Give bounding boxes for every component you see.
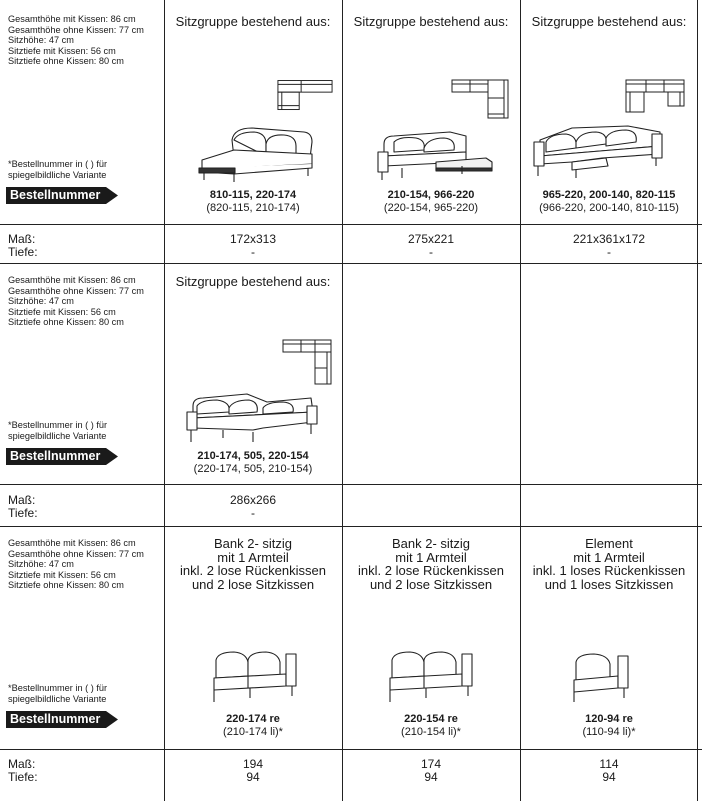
order-number: 210-154, 966-220 — [387, 189, 475, 201]
order-number: 120-94 re — [585, 713, 633, 725]
divider — [342, 263, 343, 526]
divider — [0, 484, 702, 485]
order-number-mirror: (210-174 li)* — [223, 725, 283, 738]
order-numbers — [165, 713, 341, 738]
title-line: und 2 lose Sitzkissen — [369, 576, 493, 592]
cell-title — [343, 537, 519, 591]
spec-line: Gesamthöhe mit Kissen: 86 cm — [8, 14, 136, 24]
mass-value: 114 — [599, 757, 619, 771]
note-line: *Bestellnummer in ( ) für — [8, 159, 108, 169]
mirror-note — [8, 683, 107, 704]
divider — [520, 0, 521, 263]
title-line: Bank 2- sitzig — [391, 536, 471, 551]
spec-line: Sitztiefe ohne Kissen: 80 cm — [8, 317, 124, 328]
tiefe-value: 94 — [424, 770, 438, 785]
spec-line: Gesamthöhe ohne Kissen: 77 cm — [8, 548, 144, 559]
mass-value: 221x361x172 — [572, 232, 646, 246]
tiefe-value: - — [251, 506, 255, 521]
spec-line: Sitztiefe mit Kissen: 56 cm — [8, 306, 116, 317]
mass-label: Maß: — [8, 493, 36, 507]
tiefe-value: - — [429, 245, 433, 260]
mass-value: 174 — [420, 757, 442, 771]
divider — [697, 526, 698, 801]
note-line: *Bestellnummer in ( ) für — [8, 420, 108, 430]
spec-line: Sitztiefe mit Kissen: 56 cm — [8, 45, 116, 56]
cell-title: Sitzgruppe bestehend aus: — [175, 14, 331, 29]
dimension-values — [165, 758, 341, 785]
order-number-label: Bestellnummer — [10, 712, 101, 726]
title-line: Bank 2- sitzig — [213, 536, 293, 551]
order-numbers — [521, 713, 697, 738]
tiefe-label: Tiefe: — [8, 245, 38, 260]
title-line: Element — [585, 536, 633, 551]
mass-value: 286x266 — [229, 493, 277, 507]
order-number: 810-115, 220-174 — [209, 189, 297, 201]
order-number-label: Bestellnummer — [10, 188, 101, 202]
spec-line: Sitztiefe mit Kissen: 56 cm — [8, 569, 116, 580]
title-line: inkl. 1 loses Rückenkissen — [532, 563, 686, 579]
mass-label: Maß: — [8, 757, 36, 771]
tiefe-value: 94 — [602, 770, 616, 785]
tiefe-label: Tiefe: — [8, 506, 38, 521]
order-number: 220-174 re — [226, 713, 280, 725]
cell-title — [521, 537, 697, 591]
order-number-badge — [6, 711, 118, 728]
divider — [164, 0, 165, 263]
spec-line: Sitzhöhe: 47 cm — [8, 559, 74, 570]
divider — [0, 749, 702, 750]
divider — [697, 0, 698, 263]
divider — [0, 526, 702, 527]
dimension-values — [521, 758, 697, 785]
cell-title: Sitzgruppe bestehend aus: — [175, 274, 331, 289]
mass-value: 172x313 — [229, 232, 277, 246]
divider — [520, 526, 521, 801]
sofa-illustration — [568, 648, 638, 706]
divider — [164, 263, 165, 526]
title-line: mit 1 Armteil — [217, 549, 289, 565]
mass-label: Maß: — [8, 232, 36, 246]
spec-line: Gesamthöhe ohne Kissen: 77 cm — [8, 24, 144, 35]
spec-line: Sitzhöhe: 47 cm — [8, 35, 74, 46]
divider — [0, 224, 702, 225]
order-numbers — [343, 713, 519, 738]
order-number-mirror: (820-115, 210-174) — [206, 201, 300, 214]
divider — [342, 526, 343, 801]
order-number-mirror: (110-94 li)* — [582, 725, 636, 738]
note-line: *Bestellnummer in ( ) für — [8, 683, 108, 693]
title-line: inkl. 2 lose Rückenkissen — [358, 563, 504, 579]
note-line: spiegelbildliche Variante — [8, 430, 107, 441]
mass-value: 275x221 — [407, 232, 455, 246]
tiefe-label: Tiefe: — [8, 770, 38, 785]
title-line: und 1 loses Sitzkissen — [544, 576, 674, 592]
mass-value: 194 — [242, 757, 264, 771]
title-line: inkl. 2 lose Rückenkissen — [180, 563, 326, 579]
divider — [0, 263, 702, 264]
order-number-mirror: (220-174, 505, 210-154) — [193, 462, 313, 475]
order-number: 965-220, 200-140, 820-115 — [542, 189, 676, 201]
divider — [164, 526, 165, 801]
note-line: spiegelbildliche Variante — [8, 693, 107, 704]
order-number: 220-154 re — [404, 713, 458, 725]
cell-title: Sitzgruppe bestehend aus: — [353, 14, 509, 29]
cell-title: Sitzgruppe bestehend aus: — [531, 14, 687, 29]
tiefe-value: - — [251, 245, 255, 260]
title-line: mit 1 Armteil — [573, 549, 645, 565]
sofa-illustration — [208, 646, 302, 706]
divider — [697, 263, 698, 526]
divider — [342, 0, 343, 263]
divider — [520, 263, 521, 526]
spec-line: Sitztiefe ohne Kissen: 80 cm — [8, 580, 124, 591]
spec-line: Gesamthöhe mit Kissen: 86 cm — [8, 538, 136, 548]
dimension-values — [343, 758, 519, 785]
order-number-mirror: (210-154 li)* — [401, 725, 461, 738]
tiefe-value: - — [607, 245, 611, 260]
title-line: mit 1 Armteil — [395, 549, 467, 565]
note-line: spiegelbildliche Variante — [8, 169, 107, 180]
sofa-illustration — [384, 646, 478, 706]
tiefe-value: 94 — [246, 770, 260, 785]
spec-line: Gesamthöhe mit Kissen: 86 cm — [8, 275, 136, 285]
order-number-label: Bestellnummer — [10, 449, 101, 463]
order-number-mirror: (966-220, 200-140, 810-115) — [539, 201, 679, 214]
spec-line: Gesamthöhe ohne Kissen: 77 cm — [8, 285, 144, 296]
spec-line: Sitzhöhe: 47 cm — [8, 296, 74, 307]
specs-list — [8, 538, 144, 591]
order-number-mirror: (220-154, 965-220) — [383, 201, 479, 214]
dimension-labels — [8, 758, 38, 785]
title-line: und 2 lose Sitzkissen — [191, 576, 315, 592]
spec-line: Sitztiefe ohne Kissen: 80 cm — [8, 56, 124, 67]
cell-title — [165, 537, 341, 591]
order-number: 210-174, 505, 220-154 — [197, 450, 309, 462]
